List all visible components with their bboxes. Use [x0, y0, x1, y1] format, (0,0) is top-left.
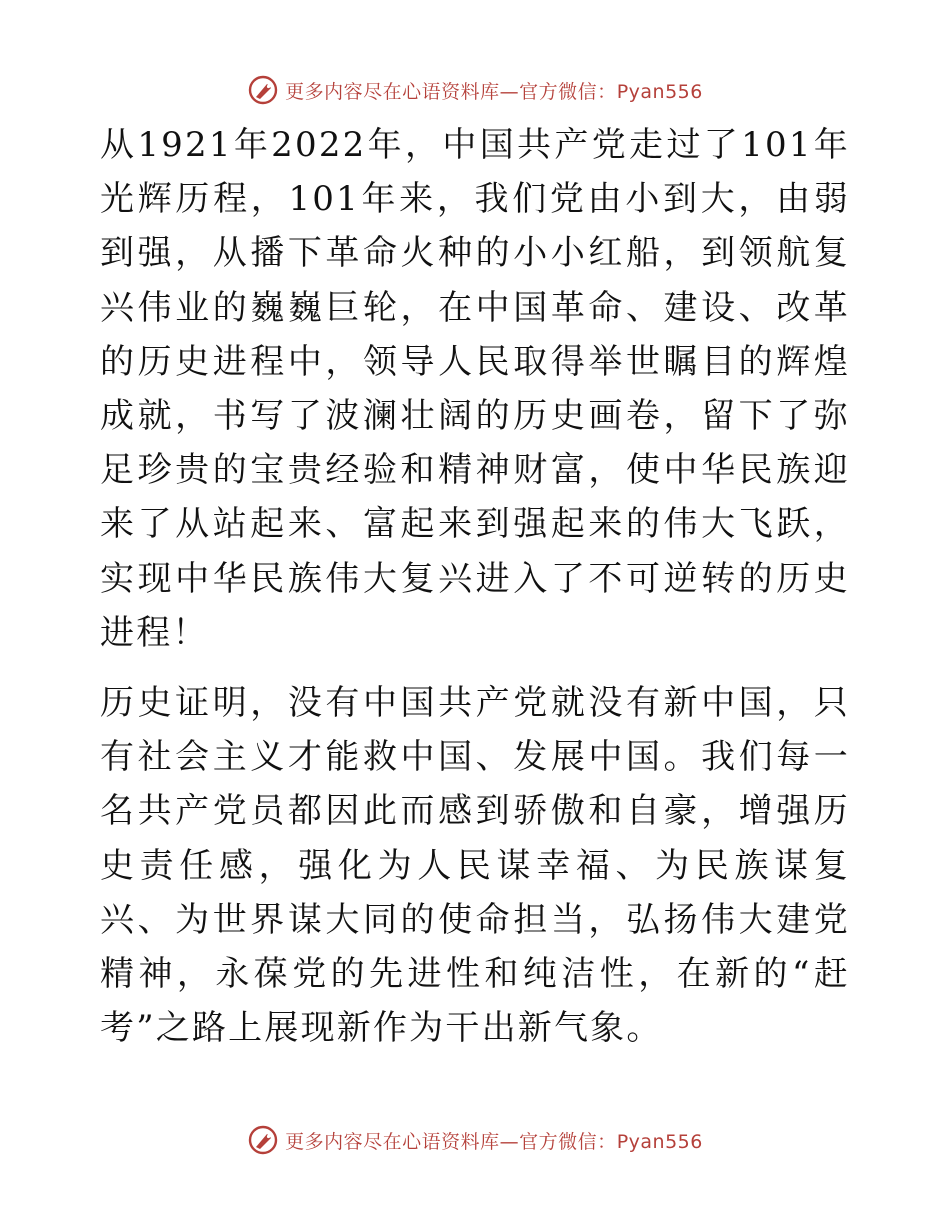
- footer-banner-text: 更多内容尽在心语资料库: [285, 1130, 500, 1153]
- footer-wechat-label: 官方微信：: [519, 1130, 617, 1153]
- header-wechat-label: 官方微信：: [519, 80, 617, 103]
- body-paragraph-2: 历史证明，没有中国共产党就没有新中国，只有社会主义才能救中国、发展中国。我们每一名共产党员都因此而感到骄傲和自豪，增强历史责任感，强化为人民谋幸福、为民族谋复兴、为世界谋大同的使命担当，弘扬伟大建党精神，永葆党的先进性和纯洁性，在新的“赶考”之路上展现新作为干出新气象。: [100, 683, 850, 1049]
- header-wechat-id: Pyan556: [616, 80, 703, 103]
- footer-watermark-banner: [0, 1124, 950, 1156]
- header-watermark-banner: [0, 74, 950, 106]
- document-body: [100, 118, 850, 1055]
- body-paragraph-1: 从1921年2022年，中国共产党走过了101年光辉历程，101年来，我们党由小到大，由弱到强，从播下革命火种的小小红船，到领航复兴伟业的巍巍巨轮，在中国革命、建设、改革的历史进程中，领导人民取得举世瞩目的辉煌成就，书写了波澜壮阔的历史画卷，留下了弥足珍贵的宝贵经验和精神财富，使中华民族迎来了从站起来、富起来到强起来的伟大飞跃，实现中华民族伟大复兴进入了不可逆转的历史进程！: [100, 125, 850, 653]
- header-banner-separator: —: [499, 80, 520, 103]
- footer-banner-separator: —: [499, 1130, 520, 1153]
- pen-nib-logo-icon: [247, 1124, 279, 1156]
- footer-wechat-id: Pyan556: [616, 1130, 703, 1153]
- header-banner-text: 更多内容尽在心语资料库: [285, 80, 500, 103]
- pen-nib-logo-icon: [247, 74, 279, 106]
